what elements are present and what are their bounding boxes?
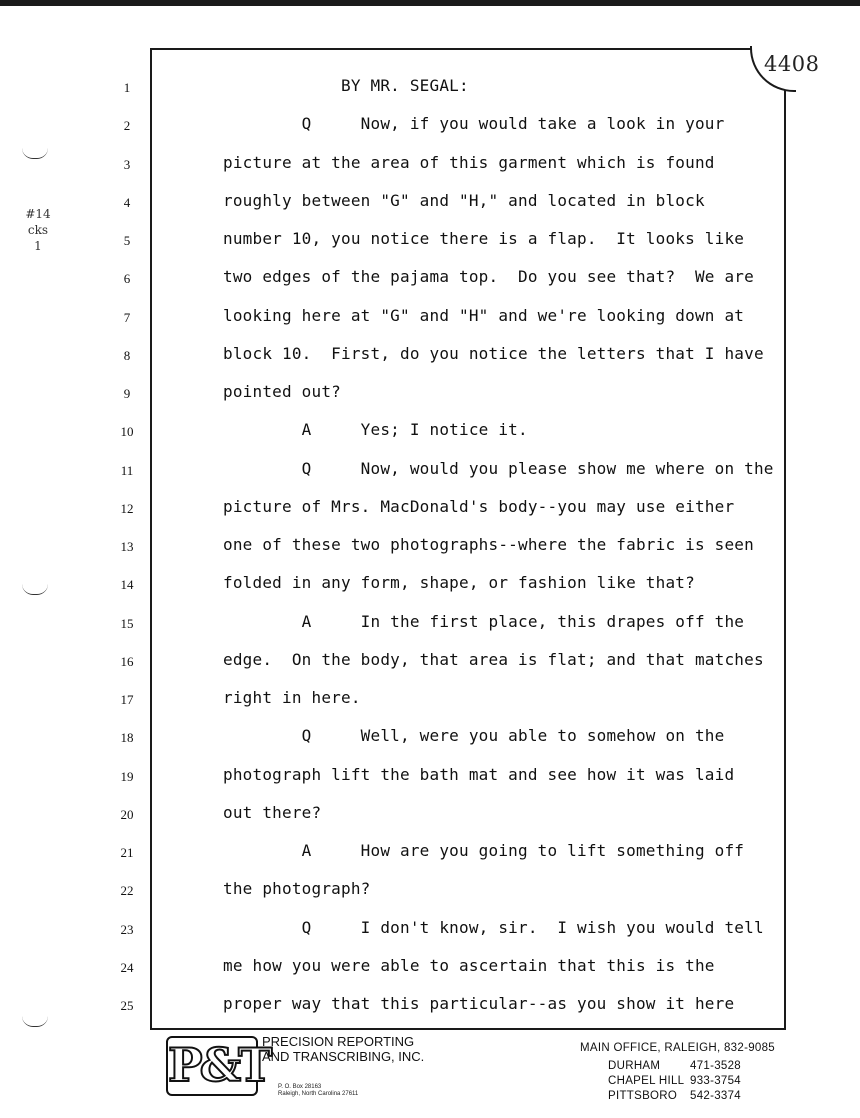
margin-note-line: cks xyxy=(27,223,49,237)
margin-mark xyxy=(22,148,48,159)
line-number: 23 xyxy=(120,921,134,937)
transcript-line: picture at the area of this garment which is found xyxy=(223,152,715,172)
transcript-line: A In the first place, this drapes off the xyxy=(223,611,745,631)
line-number: 19 xyxy=(120,768,134,784)
line-number: 9 xyxy=(123,386,131,401)
line-number: 21 xyxy=(120,845,134,860)
line-number: 10 xyxy=(120,424,134,440)
transcript-line: me how you were able to ascertain that this is the xyxy=(223,955,715,975)
line-number: 12 xyxy=(120,500,134,516)
transcript-line: proper way that this particular--as you show it here xyxy=(223,994,735,1013)
main-office: MAIN OFFICE, RALEIGH, 832-9085 xyxy=(580,1042,775,1054)
transcript-line: BY MR. SEGAL: xyxy=(223,76,469,95)
line-number: 17 xyxy=(120,692,134,707)
line-number: 11 xyxy=(120,462,134,478)
line-number: 22 xyxy=(120,883,134,899)
transcript-line: right in here. xyxy=(223,688,361,707)
transcript-line: the photograph? xyxy=(223,879,371,899)
line-number: 24 xyxy=(120,959,134,975)
line-number: 25 xyxy=(120,998,134,1013)
line-number: 18 xyxy=(120,730,134,746)
page-number: 4408 xyxy=(764,52,820,76)
transcript-line: pointed out? xyxy=(223,382,341,401)
line-number: 16 xyxy=(120,653,134,669)
margin-mark xyxy=(22,584,48,595)
line-number: 5 xyxy=(123,233,131,248)
address-line: P. O. Box 28163 xyxy=(278,1084,322,1090)
office-city: CHAPEL HILL xyxy=(608,1075,685,1087)
office-city: DURHAM xyxy=(608,1060,661,1072)
transcript-line: A Yes; I notice it. xyxy=(223,420,528,440)
line-number: 20 xyxy=(120,806,134,822)
transcript-line: Q Now, if you would take a look in your xyxy=(223,114,725,134)
office-city: PITTSBORO xyxy=(608,1090,678,1102)
transcript-line: photograph lift the bath mat and see how it was laid xyxy=(223,764,735,784)
office-phone: 933-3754 xyxy=(690,1075,741,1087)
margin-note-line: 1 xyxy=(34,239,42,253)
top-rule xyxy=(0,0,860,6)
transcript-line: edge. On the body, that area is flat; and that matches xyxy=(223,649,764,669)
margin-mark xyxy=(22,1016,48,1027)
transcript-line: looking here at "G" and "H" and we're looking down at xyxy=(223,305,745,325)
line-number: 8 xyxy=(123,347,131,363)
line-number: 13 xyxy=(120,539,134,554)
company-name-line: PRECISION REPORTING xyxy=(262,1034,415,1049)
company-logo: P&T xyxy=(166,1036,258,1096)
transcript-line: out there? xyxy=(223,802,322,822)
company-name xyxy=(262,1034,424,1064)
line-number: 2 xyxy=(123,118,131,134)
transcript-line: two edges of the pajama top. Do you see that? We are xyxy=(223,267,754,287)
transcript-line: Q Well, were you able to somehow on the xyxy=(223,726,725,746)
line-number: 1 xyxy=(123,80,131,95)
transcript-line: number 10, you notice there is a flap. It looks like xyxy=(223,229,745,248)
line-number: 7 xyxy=(123,309,131,325)
office-phone: 542-3374 xyxy=(690,1090,741,1102)
transcript-line: Q Now, would you please show me where on the xyxy=(223,458,774,478)
line-number: 6 xyxy=(123,271,131,287)
transcript-line: roughly between "G" and "H," and located in block xyxy=(223,190,705,210)
office-phone: 471-3528 xyxy=(690,1060,741,1072)
transcript-line: one of these two photographs--where the fabric is seen xyxy=(223,535,754,554)
line-number: 14 xyxy=(120,577,134,593)
transcript-line: folded in any form, shape, or fashion like that? xyxy=(223,573,695,593)
margin-note xyxy=(22,206,54,254)
transcript-line: Q I don't know, sir. I wish you would tell xyxy=(223,917,764,937)
address-line: Raleigh, North Carolina 27611 xyxy=(278,1091,359,1097)
transcript-line: A How are you going to lift something off xyxy=(223,841,745,860)
transcript-line: block 10. First, do you notice the letters that I have xyxy=(223,343,764,363)
line-number: 15 xyxy=(120,615,134,631)
line-number: 3 xyxy=(123,156,131,172)
company-address xyxy=(278,1084,358,1098)
margin-note-line: #14 xyxy=(25,207,51,221)
transcript-line: picture of Mrs. MacDonald's body--you may use either xyxy=(223,496,735,516)
company-name-line: AND TRANSCRIBING, INC. xyxy=(262,1049,425,1064)
line-number: 4 xyxy=(123,194,131,210)
footer xyxy=(0,1032,860,1118)
